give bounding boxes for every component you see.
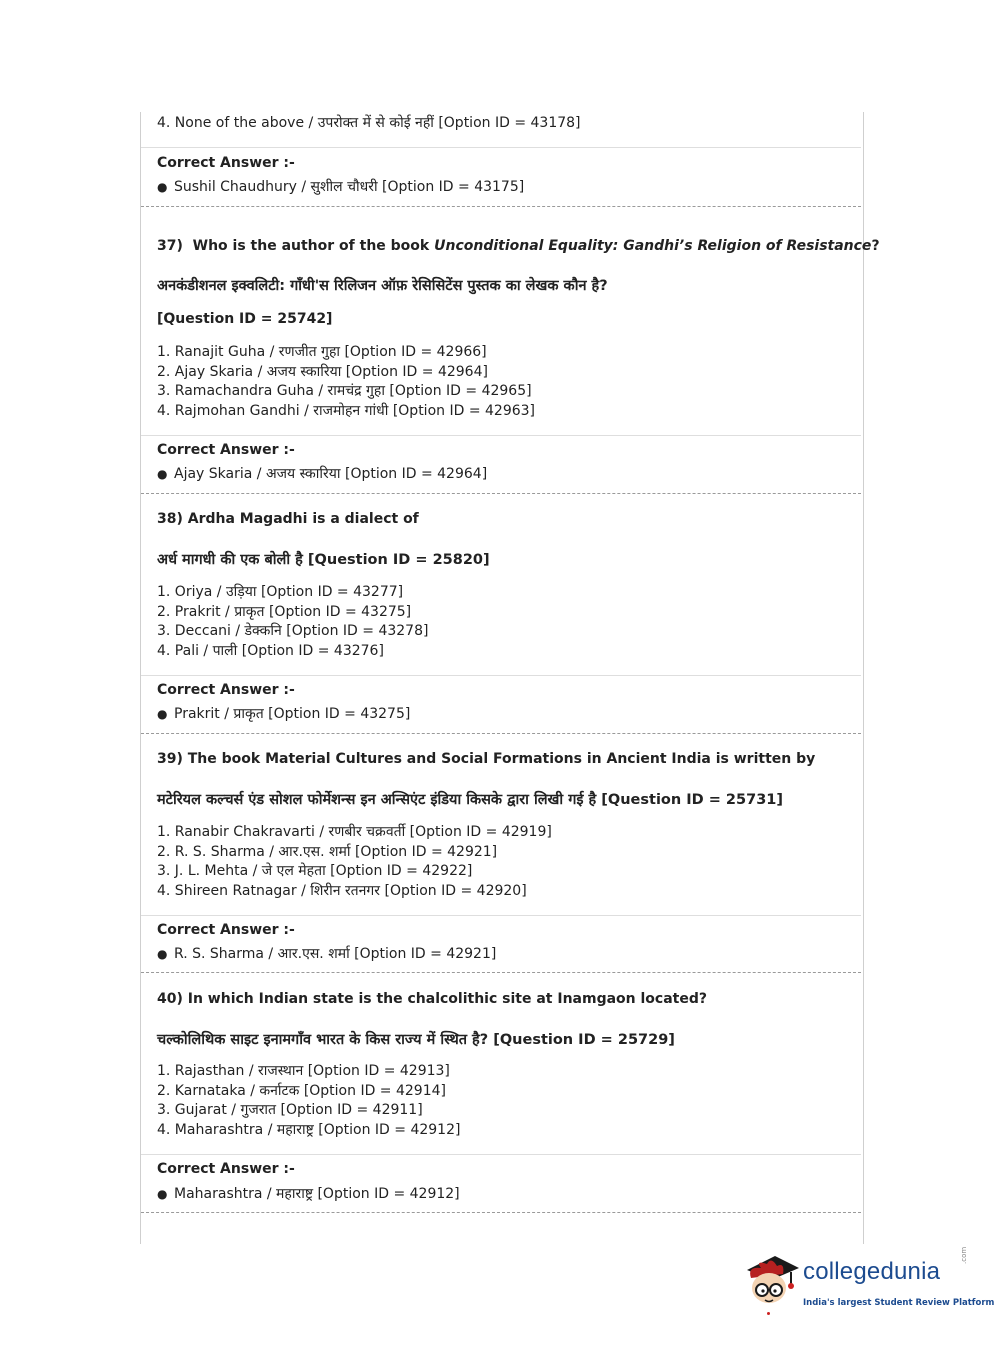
q38-question-en: 38) Ardha Magadhi is a dialect of <box>157 511 419 527</box>
option: 4. Maharashtra / महाराष्ट्र [Option ID = 42912] <box>157 1121 461 1138</box>
collegedunia-logo[interactable] <box>741 1246 995 1316</box>
divider <box>141 915 861 916</box>
q40-question-hi: चल्कोलिथिक साइट इनामगाँव भारत के किस राज्य में स्थित है? [Question ID = 25729] <box>157 1032 675 1048</box>
question-separator <box>141 972 861 973</box>
option: 1. Oriya / उड़िया [Option ID = 43277] <box>157 584 404 600</box>
q36-option-4: 4. None of the above / उपरोक्त में से कोई नहीं [Option ID = 43178] <box>157 115 581 131</box>
q39-question-hi: मटेरियल कल्चर्स एंड सोशल फोर्मेशन्स इन अन्सिएंट इंडिया किसके द्वारा लिखी गई है [Question ID = 25731] <box>157 792 784 808</box>
question-separator <box>141 1212 861 1213</box>
q38-question-hi: अर्ध मागधी की एक बोली है [Question ID = 25820] <box>157 552 490 568</box>
question-separator <box>141 206 861 207</box>
q39-correct-answer: ● R. S. Sharma / आर.एस. शर्मा [Option ID = 42921] <box>157 946 497 962</box>
q40-correct-label: Correct Answer :- <box>157 1161 295 1177</box>
q40-question-en: 40) In which Indian state is the chalcolithic site at Inamgaon located? <box>157 991 707 1007</box>
q36-correct-answer: ● Sushil Chaudhury / सुशील चौधरी [Option ID = 43175] <box>157 179 525 195</box>
divider <box>141 147 861 148</box>
q37-options <box>141 343 861 421</box>
option: 3. Ramachandra Guha / रामचंद्र गुहा [Option ID = 42965] <box>157 383 532 399</box>
q38-correct-label: Correct Answer :- <box>157 682 295 698</box>
logo-tagline: India's largest Student Review Platform <box>803 1298 995 1308</box>
q40-correct-answer: ● Maharashtra / महाराष्ट्र [Option ID = 42912] <box>157 1186 460 1202</box>
option: 2. Ajay Skaria / अजय स्कारिया [Option ID = 42964] <box>157 363 488 380</box>
option: 1. Ranajit Guha / रणजीत गुहा [Option ID = 42966] <box>157 344 487 360</box>
bullet-icon: ● <box>157 180 168 194</box>
option: 2. R. S. Sharma / आर.एस. शर्मा [Option ID = 42921] <box>157 843 498 860</box>
question-separator <box>141 733 861 734</box>
option: 3. Deccani / डेक्कनि [Option ID = 43278] <box>157 623 429 639</box>
q39-correct-label: Correct Answer :- <box>157 922 295 938</box>
option: 3. J. L. Mehta / जे एल मेहता [Option ID = 42922] <box>157 863 473 879</box>
logo-wordmark: collegedunia <box>803 1258 941 1285</box>
q37-question-hi: अनकंडीशनल इक्वलिटी: गाँधी'स रिलिजन ऑफ़ रेसिसिटेंस पुस्तक का लेखक कौन है? <box>157 278 608 294</box>
option: 1. Ranabir Chakravarti / रणबीर चक्रवर्ती [Option ID = 42919] <box>157 824 552 840</box>
q38-options <box>141 583 861 661</box>
bullet-icon: ● <box>157 1187 168 1201</box>
option: 2. Karnataka / कर्नाटक [Option ID = 42914] <box>157 1082 446 1099</box>
option: 3. Gujarat / गुजरात [Option ID = 42911] <box>157 1102 423 1118</box>
bullet-icon: ● <box>157 707 168 721</box>
q37-correct-label: Correct Answer :- <box>157 442 295 458</box>
q37-question-id: [Question ID = 25742] <box>157 311 333 327</box>
q40-options <box>141 1062 861 1140</box>
page-marker <box>767 1312 770 1315</box>
divider <box>141 1154 861 1155</box>
q36-correct-label: Correct Answer :- <box>157 155 295 171</box>
bullet-icon: ● <box>157 947 168 961</box>
option: 4. Pali / पाली [Option ID = 43276] <box>157 642 384 659</box>
option: 4. Rajmohan Gandhi / राजमोहन गांधी [Option ID = 42963] <box>157 402 536 419</box>
q37-question-en: 37) Who is the author of the book Unconditional Equality: Gandhi’s Religion of Resistance? <box>157 238 880 254</box>
option: 1. Rajasthan / राजस्थान [Option ID = 42913] <box>157 1063 450 1079</box>
q39-question-en: 39) The book Material Cultures and Social Formations in Ancient India is written by <box>157 751 816 767</box>
q37-correct-answer: ● Ajay Skaria / अजय स्कारिया [Option ID = 42964] <box>157 466 488 482</box>
divider <box>141 675 861 676</box>
logo-com: .com <box>960 1246 968 1264</box>
q39-options <box>141 823 861 901</box>
q38-correct-answer: ● Prakrit / प्राकृत [Option ID = 43275] <box>157 706 411 722</box>
question-separator <box>141 493 861 494</box>
option: 2. Prakrit / प्राकृत [Option ID = 43275] <box>157 603 412 620</box>
option: 4. Shireen Ratnagar / शिरीन रतनगर [Option ID = 42920] <box>157 882 527 899</box>
divider <box>141 435 861 436</box>
mascot-icon <box>741 1250 803 1312</box>
bullet-icon: ● <box>157 467 168 481</box>
